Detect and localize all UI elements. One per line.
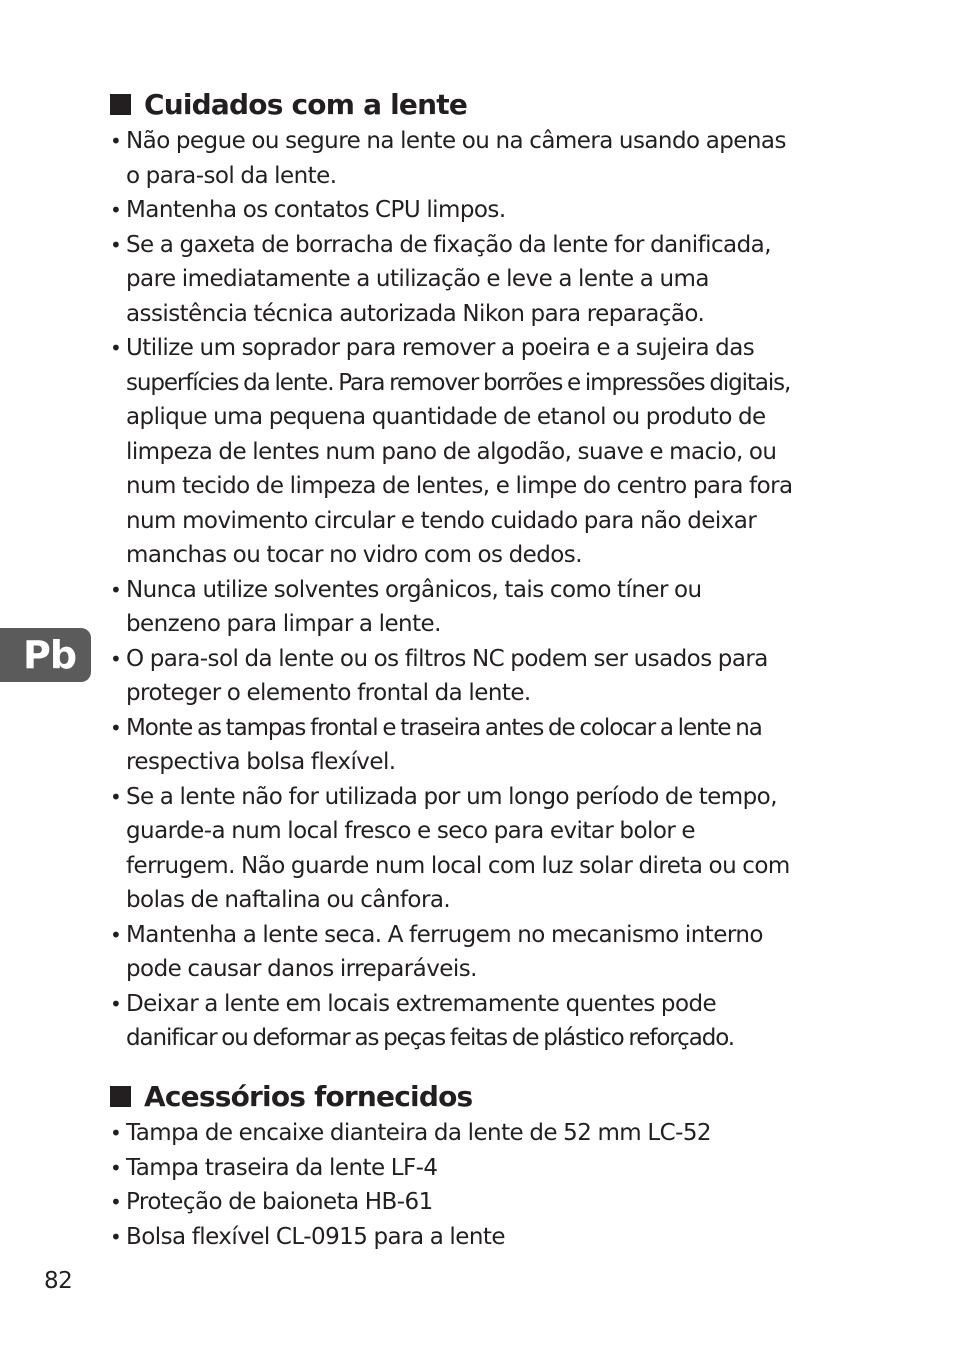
heading-square-icon bbox=[110, 94, 131, 115]
list-item: • Utilize um soprador para remover a poeira e a sujeira das superfícies da lente. Para remover borrões e impressões digitais, aplique uma pequena quantidade de etanol ou produto de limpeza de lentes num pano de algodão, suave e macio, ou num tecido de limpeza de lentes, e limpe do centro para fora num movimento circular e tendo cuidado para não deixar manchas ou tocar no vidro com os dedos. bbox=[110, 331, 850, 573]
bullet-icon: • bbox=[110, 1155, 122, 1180]
bullet-icon: • bbox=[110, 784, 122, 809]
care-heading-text: Cuidados com a lente bbox=[144, 87, 468, 121]
accessories-heading bbox=[110, 1076, 850, 1116]
list-item: • Não pegue ou segure na lente ou na câmera usando apenas o para-sol da lente. bbox=[110, 124, 850, 193]
accessories-list bbox=[110, 1116, 850, 1254]
list-item: • Tampa traseira da lente LF-4 bbox=[110, 1151, 850, 1186]
list-item: • Mantenha os contatos CPU limpos. bbox=[110, 193, 850, 228]
heading-square-icon bbox=[110, 1086, 131, 1107]
language-tab: Pb bbox=[0, 628, 91, 682]
list-item: • O para-sol da lente ou os filtros NC podem ser usados para proteger o elemento frontal da lente. bbox=[110, 642, 850, 711]
bullet-icon: • bbox=[110, 577, 122, 602]
list-item: • Se a lente não for utilizada por um longo período de tempo, guarde-a num local fresco e seco para evitar bolor e ferrugem. Não guarde num local com luz solar direta ou com bolas de naftalina ou cânfora. bbox=[110, 780, 850, 918]
bullet-icon: • bbox=[110, 1190, 122, 1214]
list-item: • Bolsa flexível CL-0915 para a lente bbox=[110, 1220, 850, 1255]
accessories-heading-text: Acessórios fornecidos bbox=[144, 1079, 473, 1113]
accessories-section bbox=[110, 1076, 850, 1254]
bullet-icon: • bbox=[110, 991, 122, 1016]
list-item: • Proteção de baioneta HB-61 bbox=[110, 1185, 850, 1220]
care-section bbox=[110, 84, 850, 1056]
bullet-icon: • bbox=[110, 715, 122, 740]
list-item: • Deixar a lente em locais extremamente quentes pode danificar ou deformar as peças feitas de plástico reforçado. bbox=[110, 987, 850, 1056]
care-list bbox=[110, 124, 850, 1056]
bullet-icon: • bbox=[110, 922, 122, 947]
list-item: • Nunca utilize solventes orgânicos, tais como tíner ou benzeno para limpar a lente. bbox=[110, 573, 850, 642]
bullet-icon: • bbox=[110, 129, 122, 153]
bullet-icon: • bbox=[110, 336, 122, 360]
list-item: • Se a gaxeta de borracha de fixação da lente for danificada, pare imediatamente a utilização e leve a lente a uma assistência técnica autorizada Nikon para reparação. bbox=[110, 228, 850, 332]
bullet-icon: • bbox=[110, 232, 122, 257]
bullet-icon: • bbox=[110, 198, 122, 222]
bullet-icon: • bbox=[110, 1121, 122, 1145]
bullet-icon: • bbox=[110, 1224, 122, 1249]
care-heading bbox=[110, 84, 850, 124]
list-item: • Tampa de encaixe dianteira da lente de 52 mm LC-52 bbox=[110, 1116, 850, 1151]
list-item: • Mantenha a lente seca. A ferrugem no mecanismo interno pode causar danos irreparáveis. bbox=[110, 918, 850, 987]
page-number: 82 bbox=[44, 1268, 73, 1294]
bullet-icon: • bbox=[110, 646, 122, 671]
list-item: • Monte as tampas frontal e traseira antes de colocar a lente na respectiva bolsa flexível. bbox=[110, 711, 850, 780]
